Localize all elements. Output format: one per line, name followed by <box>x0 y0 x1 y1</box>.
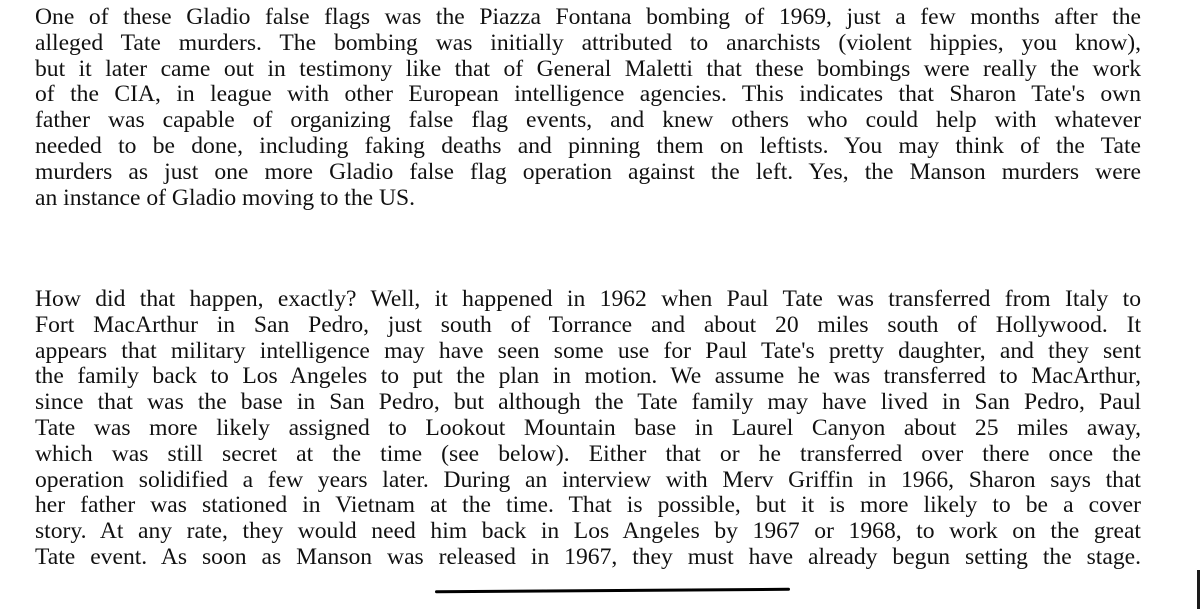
text-line: which was still secret at the time (see below). Either that or he transferred over there once the <box>35 440 1141 467</box>
text-line: alleged Tate murders. The bombing was initially attributed to anarchists (violent hippies, you know), <box>35 29 1141 56</box>
text-line: an instance of Gladio moving to the US. <box>35 184 416 211</box>
paragraph-gladio-false-flags <box>35 5 1141 211</box>
paragraph-how-did-that-happen <box>35 287 1141 571</box>
text-line: operation solidified a few years later. During an interview with Merv Griffin in 1966, Sharon says that <box>35 466 1141 493</box>
text-line: the family back to Los Angeles to put the plan in motion. We assume he was transferred to MacArthur, <box>35 363 1141 390</box>
text-line: murders as just one more Gladio false flag operation against the left. Yes, the Manson murders were <box>35 158 1141 185</box>
text-line: but it later came out in testimony like that of General Maletti that these bombings were really the work <box>35 55 1141 82</box>
text-line: Tate event. As soon as Manson was released in 1967, they must have already begun setting the stage. <box>35 543 1141 570</box>
text-line: father was capable of organizing false flag events, and knew others who could help with whatever <box>35 107 1141 134</box>
text-line: How did that happen, exactly? Well, it happened in 1962 when Paul Tate was transferred from Italy to <box>35 286 1141 312</box>
text-line: since that was the base in San Pedro, but although the Tate family may have lived in San Pedro, Paul <box>35 389 1141 416</box>
text-line: appears that military intelligence may have seen some use for Paul Tate's pretty daughter, and they sent <box>35 337 1141 364</box>
hand-drawn-underline <box>435 588 790 593</box>
text-line: Fort MacArthur in San Pedro, just south of Torrance and about 20 miles south of Hollywood. It <box>35 311 1141 338</box>
text-line: her father was stationed in Vietnam at the time. That is possible, but it is more likely to be a cover <box>35 492 1141 519</box>
text-line: Tate was more likely assigned to Lookout Mountain base in Laurel Canyon about 25 miles away, <box>35 414 1141 441</box>
text-line: needed to be done, including faking deaths and pinning them on leftists. You may think of the Tate <box>35 132 1141 159</box>
text-line: One of these Gladio false flags was the Piazza Fontana bombing of 1969, just a few months after the <box>35 4 1141 30</box>
text-line: of the CIA, in league with other European intelligence agencies. This indicates that Sharon Tate's own <box>35 81 1141 108</box>
text-line: story. At any rate, they would need him back in Los Angeles by 1967 or 1968, to work on the great <box>35 518 1141 545</box>
